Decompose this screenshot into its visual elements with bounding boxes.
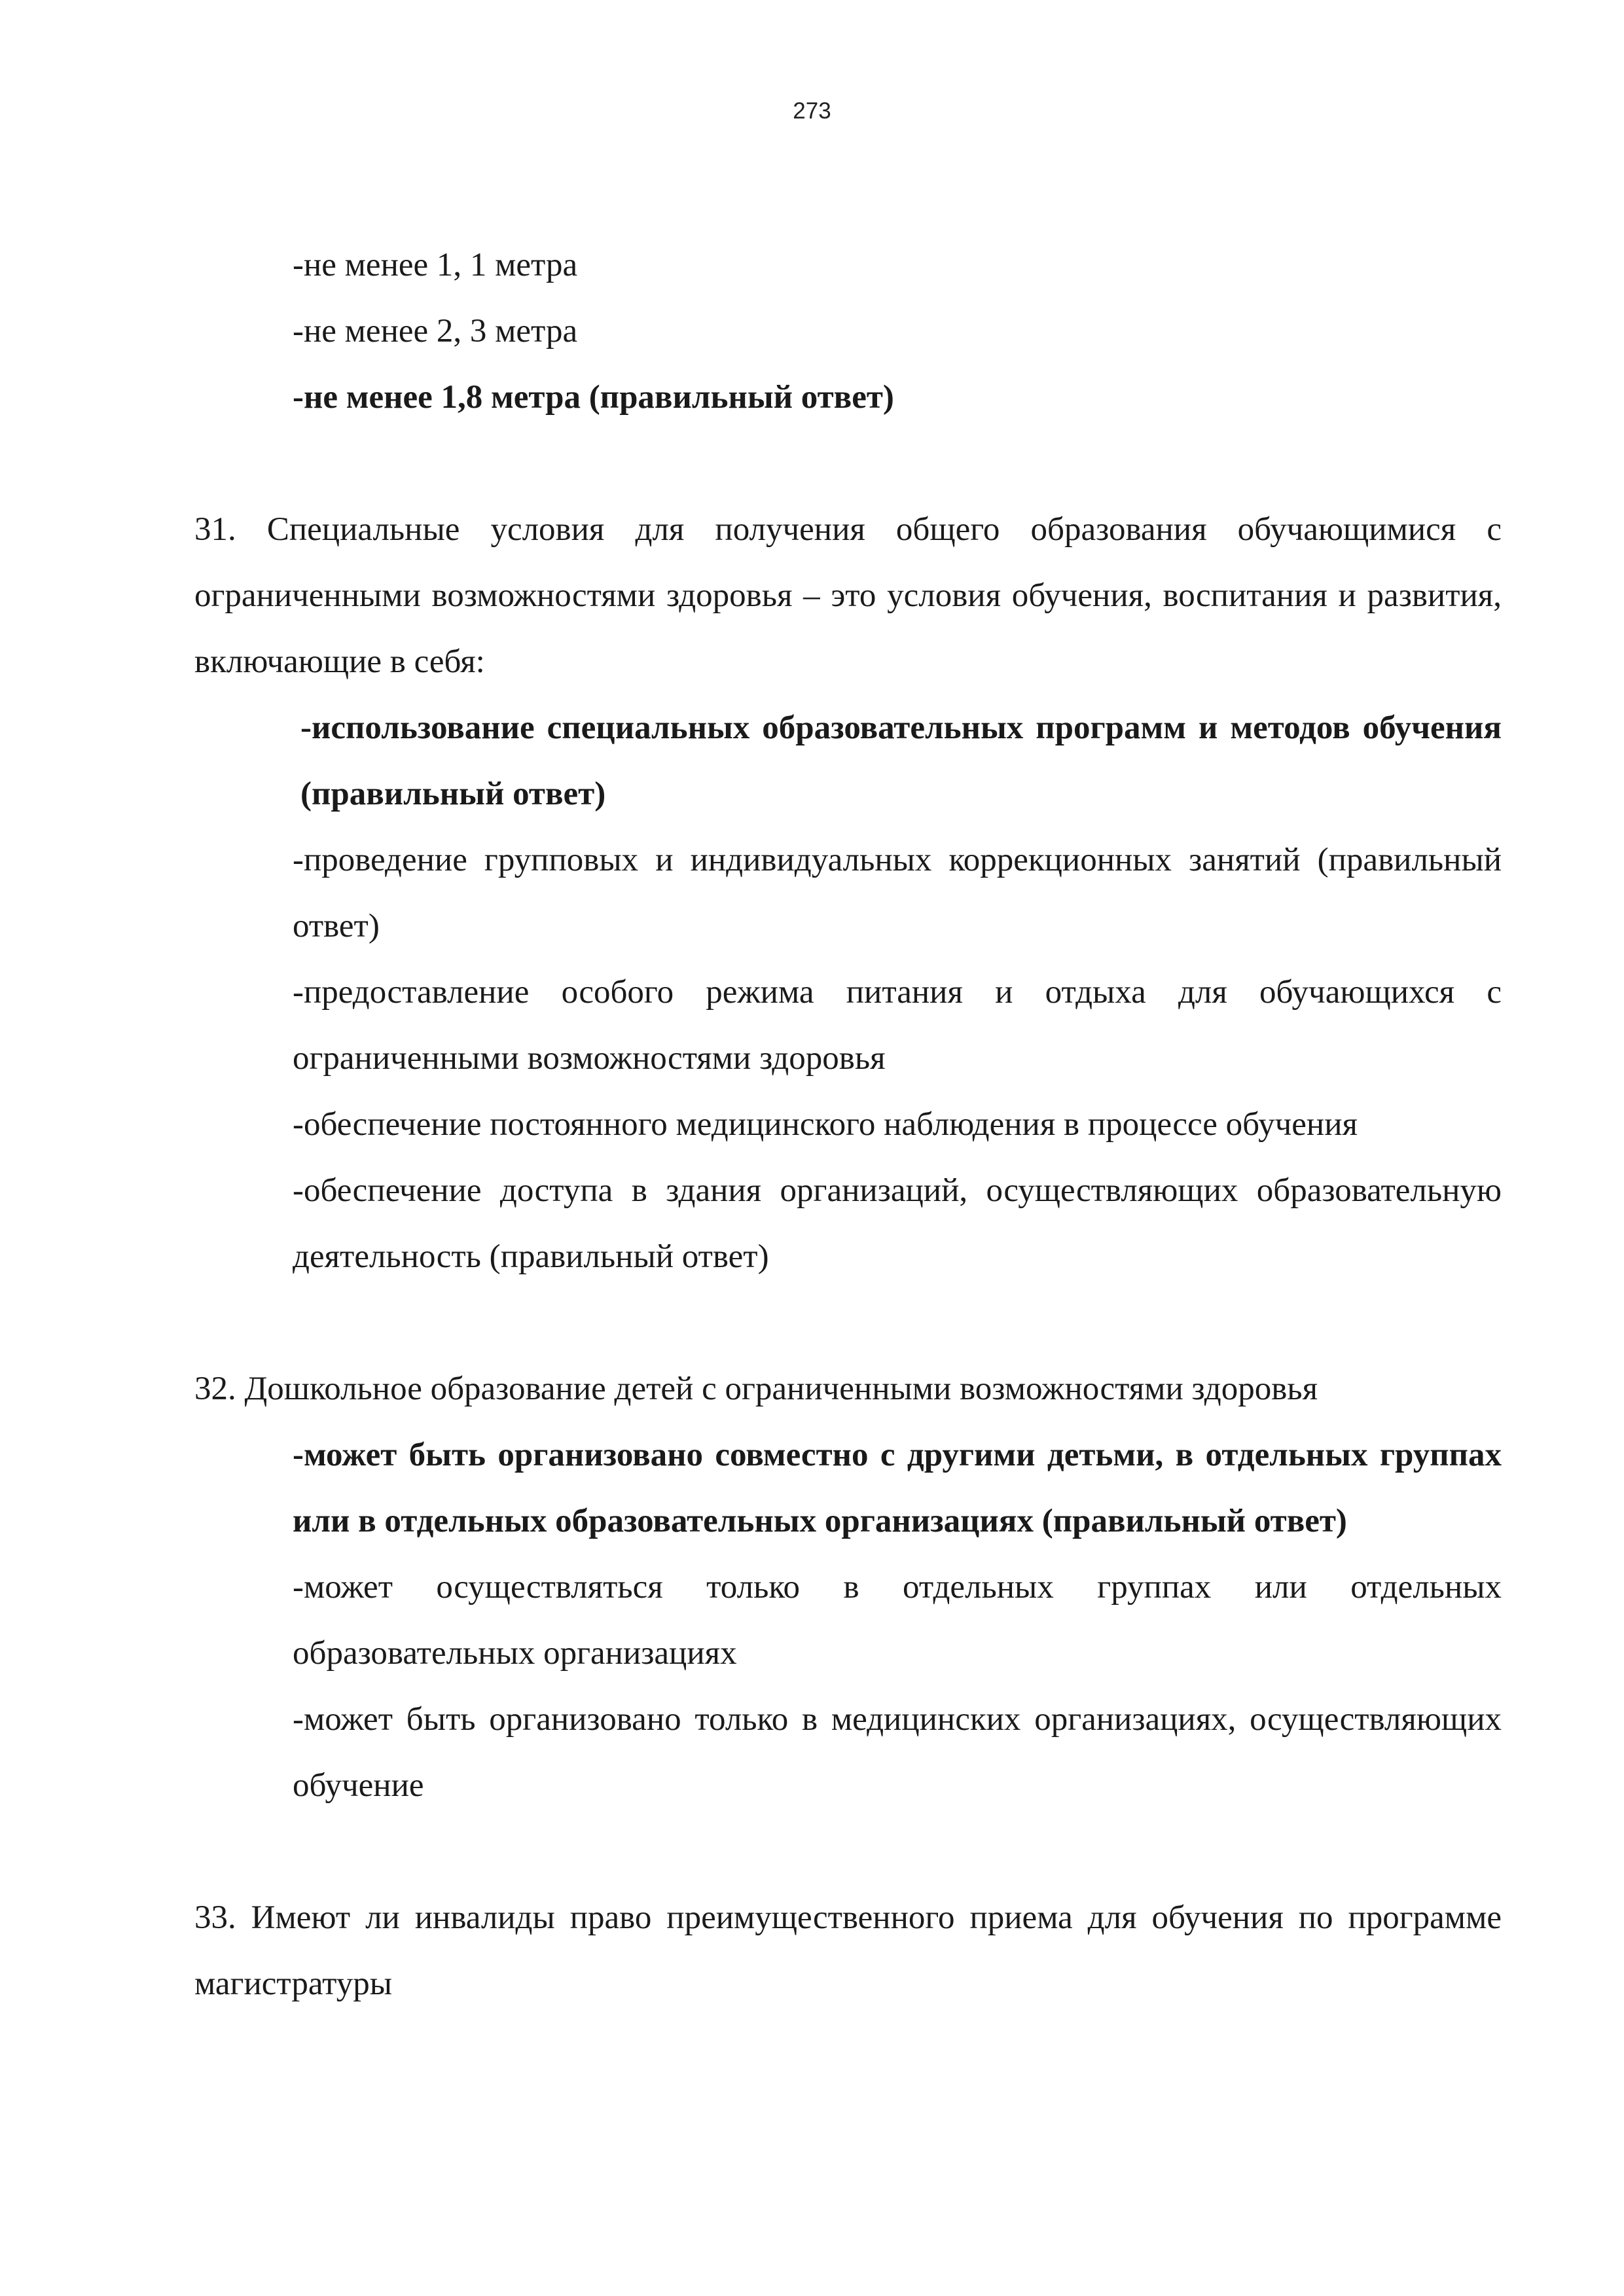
question-32	[194, 1356, 1502, 1819]
answer-option: -обеспечение постоянного медицинского наблюдения в процессе обучения	[293, 1106, 1358, 1143]
answer-option: -не менее 1, 1 метра	[293, 247, 578, 283]
question-text: 33. Имеют ли инвалиды право преимущественного приема для обучения по программе магистратуры	[194, 1899, 1502, 2002]
answer-option-correct: -не менее 1,8 метра (правильный ответ)	[293, 379, 894, 416]
answer-option: -предоставление особого режима питания и отдыха для обучающихся с ограниченными возможностями здоровья	[293, 974, 1502, 1077]
question-30-options	[194, 232, 1502, 431]
answer-option-correct: -может быть организовано совместно с другими детьми, в отдельных группах или в отдельных образовательных организациях (правильный ответ)	[293, 1437, 1502, 1539]
question-text: 31. Специальные условия для получения общего образования обучающимися с ограниченными возможностями здоровья – это условия обучения, воспитания и развития, включающие в себя:	[194, 511, 1502, 680]
question-text: 32. Дошкольное образование детей с ограниченными возможностями здоровья	[194, 1371, 1318, 1407]
answer-option: -может осуществляться только в отдельных группах или отдельных образовательных организациях	[293, 1569, 1502, 1672]
question-33	[194, 1885, 1502, 2017]
answer-option-correct: -использование специальных образовательных программ и методов обучения (правильный ответ)	[300, 709, 1502, 812]
answer-option: -проведение групповых и индивидуальных коррекционных занятий (правильный ответ)	[293, 842, 1502, 944]
answer-option: -обеспечение доступа в здания организаций, осуществляющих образовательную деятельность (правильный ответ)	[293, 1172, 1502, 1275]
page-content	[194, 232, 1502, 2017]
question-31	[194, 497, 1502, 1290]
page-number: 273	[793, 98, 831, 124]
answer-option: -не менее 2, 3 метра	[293, 313, 578, 350]
answer-option: -может быть организовано только в медицинских организациях, осуществляющих обучение	[293, 1701, 1502, 1804]
